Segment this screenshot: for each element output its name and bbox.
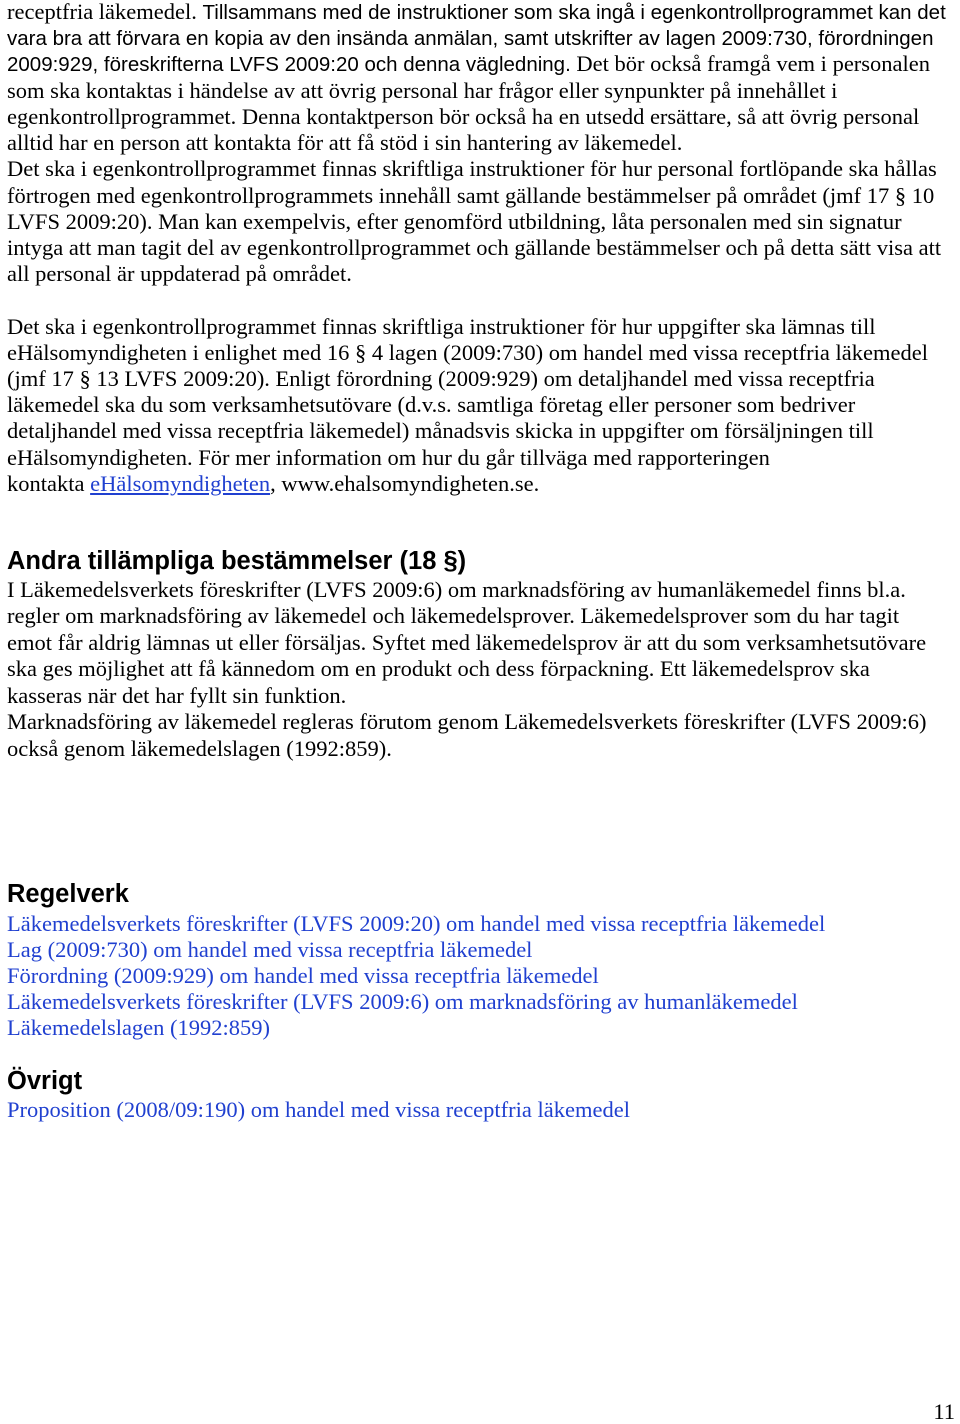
text-segment: all personal är uppdaterad på området. xyxy=(7,261,352,287)
list-item xyxy=(7,911,960,937)
text-line xyxy=(7,366,960,392)
list-item xyxy=(7,989,960,1015)
body-paragraph xyxy=(7,577,960,763)
section-heading: Övrigt xyxy=(7,1067,83,1095)
proposition-link[interactable]: Proposition (2008/09:190) om handel med vissa receptfria läkemedel xyxy=(7,1097,630,1122)
text-segment: Det bör också framgå vem i personalen xyxy=(576,51,931,77)
text-segment: eHälsomyndigheten. För mer information om hur du går tillväga med rapporteringen xyxy=(7,444,770,470)
text-segment: , www.ehalsomyndigheten.se. xyxy=(270,470,540,496)
regulation-link-forordning-2009-929[interactable]: Förordning (2009:929) om handel med vissa receptfria läkemedel xyxy=(7,963,599,988)
text-segment: förtrogen med egenkontrollprogrammets innehåll samt gällande bestämmelser på området (jmf 17 § 10 xyxy=(7,182,935,208)
text-segment: 2009:929, föreskrifterna LVFS 2009:20 och denna vägledning. xyxy=(7,53,571,77)
text-segment: eHälsomyndigheten i enlighet med 16 § 4 lagen (2009:730) om handel med vissa receptfria läkemedel xyxy=(7,339,928,365)
regulation-link-lag-2009-730[interactable]: Lag (2009:730) om handel med vissa receptfria läkemedel xyxy=(7,937,533,962)
text-segment: receptfria läkemedel. xyxy=(7,0,197,24)
list-item xyxy=(7,963,960,989)
text-segment: alltid har en person att kontakta för att få stöd i sin hantering av läkemedel. xyxy=(7,130,683,156)
text-segment: Tillsammans med de instruktioner som ska ingå i egenkontrollprogrammet kan det xyxy=(202,1,946,24)
list-item xyxy=(7,1015,960,1041)
text-line xyxy=(7,156,960,182)
text-line: ska ges möjlighet att få kännedom om en produkt och dess förpackning. Ett läkemedelsprov ska xyxy=(7,656,870,682)
text-segment: (jmf 17 § 13 LVFS 2009:20). Enligt förordning (2009:929) om detaljhandel med vissa receptfria xyxy=(7,366,875,392)
ehalsomyndigheten-link[interactable]: eHälsomyndigheten xyxy=(90,470,271,496)
text-line xyxy=(7,209,960,235)
text-line xyxy=(7,314,960,340)
text-line: regler om marknadsföring av läkemedel och läkemedelsprover. Läkemedelsprover som du har tagit xyxy=(7,603,900,629)
section-heading: Regelverk xyxy=(7,880,129,908)
text-line xyxy=(7,183,960,209)
list-item xyxy=(7,1097,960,1123)
page-number: 11 xyxy=(933,1399,955,1424)
text-line xyxy=(7,235,960,261)
text-line xyxy=(7,392,960,418)
text-line xyxy=(7,78,960,104)
text-line: kasseras när det har fyllt sin funktion. xyxy=(7,682,347,708)
body-paragraph xyxy=(7,314,960,498)
text-line xyxy=(7,130,960,156)
text-line xyxy=(7,51,960,77)
text-segment: LVFS 2009:20). Man kan exempelvis, efter genomförd utbildning, låta personalen med sin signatur xyxy=(7,208,902,234)
text-segment: intyga att man tagit del av egenkontrollprogrammet och gällande bestämmelser och på detta sätt visa att xyxy=(7,234,942,260)
text-line xyxy=(7,471,960,497)
text-line xyxy=(7,0,960,25)
regulation-link-lvfs-2009-20[interactable]: Läkemedelsverkets föreskrifter (LVFS 2009:20) om handel med vissa receptfria läkemedel xyxy=(7,911,826,936)
text-line: Marknadsföring av läkemedel regleras förutom genom Läkemedelsverkets föreskrifter (LVFS 2009:6) xyxy=(7,709,927,735)
text-segment: egenkontrollprogrammet. Denna kontaktperson bör också ha en utsedd ersättare, så att övrig personal xyxy=(7,103,920,129)
text-segment: kontakta xyxy=(7,470,85,496)
text-line xyxy=(7,445,960,471)
text-line: emot får aldrig lämnas ut eller försäljas. Syftet med läkemedelsprov är att du som verksamhetsutövare xyxy=(7,629,927,655)
text-segment: vara bra att förvara en kopia av den insända anmälan, samt utskrifter av lagen 2009:730, förordningen xyxy=(7,27,934,51)
text-line xyxy=(7,25,960,51)
text-line xyxy=(7,340,960,366)
section-heading: Andra tillämpliga bestämmelser (18 §) xyxy=(7,547,467,575)
regulation-link-list xyxy=(7,911,960,1041)
text-line xyxy=(7,261,960,287)
text-segment: detaljhandel med vissa receptfria läkemedel) månadsvis skicka in uppgifter om försäljningen till xyxy=(7,418,874,444)
text-segment: läkemedel ska du som verksamhetsutövare (d.v.s. samtliga företag eller personer som bedriver xyxy=(7,392,856,418)
text-line xyxy=(7,418,960,444)
body-paragraph xyxy=(7,0,960,287)
text-segment: Det ska i egenkontrollprogrammet finnas skriftliga instruktioner för hur uppgifter ska lämnas till xyxy=(7,313,876,339)
text-line: I Läkemedelsverkets föreskrifter (LVFS 2009:6) om marknadsföring av humanläkemedel finns bl.a. xyxy=(7,576,906,602)
text-line xyxy=(7,104,960,130)
list-item xyxy=(7,937,960,963)
regulation-link-lvfs-2009-6[interactable]: Läkemedelsverkets föreskrifter (LVFS 2009:6) om marknadsföring av humanläkemedel xyxy=(7,989,798,1014)
other-link-list xyxy=(7,1097,960,1123)
regulation-link-lakemedelslagen[interactable]: Läkemedelslagen (1992:859) xyxy=(7,1015,271,1040)
text-segment: som ska kontaktas i händelse av att övrig personal har frågor eller synpunkter på innehållet i xyxy=(7,77,838,103)
text-segment: Det ska i egenkontrollprogrammet finnas skriftliga instruktioner för hur personal fortlöpande ska hållas xyxy=(7,156,937,182)
text-line: också genom läkemedelslagen (1992:859). xyxy=(7,735,392,761)
